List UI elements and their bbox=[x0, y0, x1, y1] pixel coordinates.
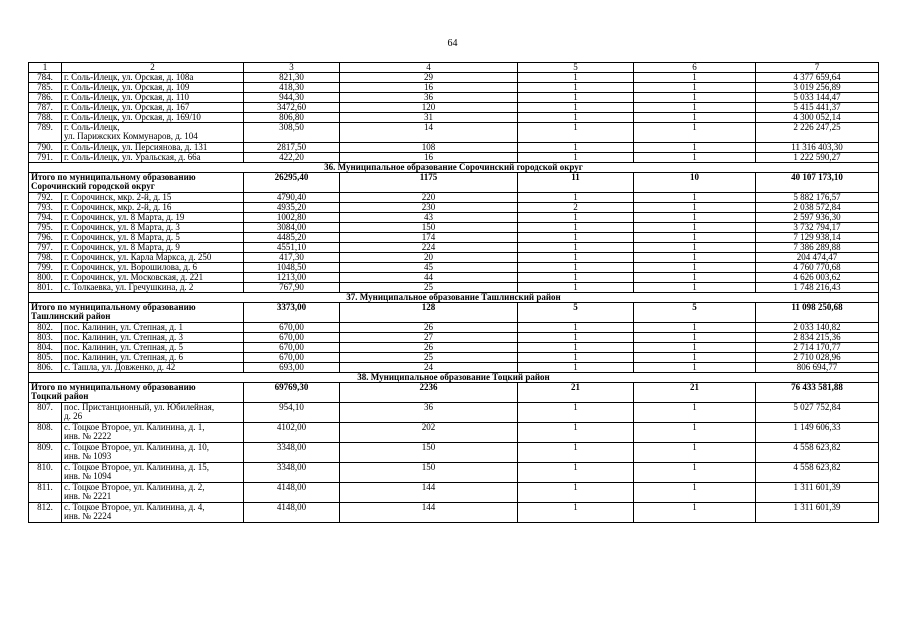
address-cell: г. Соль-Илецк, ул. Орская, д. 167 bbox=[62, 103, 244, 113]
cost-cell: 2 597 936,30 bbox=[756, 213, 879, 223]
table-row bbox=[29, 213, 879, 223]
residents-cell: 150 bbox=[340, 463, 518, 483]
col-6-cell: 1 bbox=[634, 213, 756, 223]
page-number: 64 bbox=[447, 38, 458, 49]
area-cell: 4102,00 bbox=[244, 423, 340, 443]
total-residents: 2236 bbox=[340, 383, 518, 403]
cost-cell: 1 311 601,39 bbox=[756, 503, 879, 523]
table-row bbox=[29, 153, 879, 163]
col-5-cell: 1 bbox=[518, 233, 634, 243]
cost-cell: 2 834 215,36 bbox=[756, 333, 879, 343]
row-number: 785. bbox=[29, 83, 62, 93]
row-number: 789. bbox=[29, 123, 62, 143]
col-6-cell: 1 bbox=[634, 263, 756, 273]
row-number: 790. bbox=[29, 143, 62, 153]
row-number: 810. bbox=[29, 463, 62, 483]
col-6-cell: 1 bbox=[634, 193, 756, 203]
col-6-cell: 1 bbox=[634, 273, 756, 283]
residents-cell: 202 bbox=[340, 423, 518, 443]
table-row bbox=[29, 353, 879, 363]
cost-cell: 806 694,77 bbox=[756, 363, 879, 373]
col-5-cell: 1 bbox=[518, 213, 634, 223]
row-number: 812. bbox=[29, 503, 62, 523]
col-6-cell: 1 bbox=[634, 443, 756, 463]
cost-cell: 4 558 623,82 bbox=[756, 443, 879, 463]
cost-cell: 2 033 140,82 bbox=[756, 323, 879, 333]
col-5-cell: 2 bbox=[518, 203, 634, 213]
address-cell: с. Тоцкое Второе, ул. Калинина, д. 4, инв. № 2224 bbox=[62, 503, 244, 523]
address-cell: г. Сорочинск, мкр. 2-й, д. 15 bbox=[62, 193, 244, 203]
cost-cell: 7 386 289,88 bbox=[756, 243, 879, 253]
residents-cell: 36 bbox=[340, 93, 518, 103]
col-6-cell: 1 bbox=[634, 283, 756, 293]
col-5-cell: 1 bbox=[518, 103, 634, 113]
area-cell: 4935,20 bbox=[244, 203, 340, 213]
cost-cell: 2 714 170,77 bbox=[756, 343, 879, 353]
row-number: 809. bbox=[29, 443, 62, 463]
residents-cell: 24 bbox=[340, 363, 518, 373]
row-number: 784. bbox=[29, 73, 62, 83]
area-cell: 308,50 bbox=[244, 123, 340, 143]
col-6-cell: 1 bbox=[634, 123, 756, 143]
col-6-cell: 1 bbox=[634, 323, 756, 333]
col-5-cell: 1 bbox=[518, 503, 634, 523]
address-cell: г. Соль-Илецк, ул. Уральская, д. 66а bbox=[62, 153, 244, 163]
area-cell: 670,00 bbox=[244, 323, 340, 333]
address-cell: с. Тоцкое Второе, ул. Калинина, д. 1, инв. № 2222 bbox=[62, 423, 244, 443]
row-number: 806. bbox=[29, 363, 62, 373]
area-cell: 821,30 bbox=[244, 73, 340, 83]
area-cell: 670,00 bbox=[244, 353, 340, 363]
area-cell: 767,90 bbox=[244, 283, 340, 293]
residents-cell: 220 bbox=[340, 193, 518, 203]
address-cell: пос. Калинин, ул. Степная, д. 1 bbox=[62, 323, 244, 333]
col-5-cell: 1 bbox=[518, 333, 634, 343]
table-row bbox=[29, 463, 879, 483]
cost-cell: 4 626 003,62 bbox=[756, 273, 879, 283]
table-row bbox=[29, 253, 879, 263]
table-row bbox=[29, 223, 879, 233]
col-6-cell: 1 bbox=[634, 253, 756, 263]
area-cell: 4485,20 bbox=[244, 233, 340, 243]
residents-cell: 108 bbox=[340, 143, 518, 153]
total-residents: 1175 bbox=[340, 173, 518, 193]
header-col-4: 4 bbox=[340, 63, 518, 73]
row-number: 794. bbox=[29, 213, 62, 223]
header-col-5: 5 bbox=[518, 63, 634, 73]
area-cell: 806,80 bbox=[244, 113, 340, 123]
row-number: 807. bbox=[29, 403, 62, 423]
residents-cell: 150 bbox=[340, 223, 518, 233]
row-number: 801. bbox=[29, 283, 62, 293]
section-title: 38. Муниципальное образование Тоцкий район bbox=[29, 373, 879, 383]
area-cell: 693,00 bbox=[244, 363, 340, 373]
address-cell: г. Сорочинск, мкр. 2-й, д. 16 bbox=[62, 203, 244, 213]
area-cell: 4551,10 bbox=[244, 243, 340, 253]
area-cell: 944,30 bbox=[244, 93, 340, 103]
address-cell: пос. Пристанционный, ул. Юбилейная, д. 26 bbox=[62, 403, 244, 423]
col-5-cell: 1 bbox=[518, 93, 634, 103]
area-cell: 418,30 bbox=[244, 83, 340, 93]
col-5-cell: 1 bbox=[518, 223, 634, 233]
col-6-cell: 1 bbox=[634, 243, 756, 253]
col-6-cell: 1 bbox=[634, 153, 756, 163]
residents-cell: 25 bbox=[340, 283, 518, 293]
row-number: 796. bbox=[29, 233, 62, 243]
address-cell: пос. Калинин, ул. Степная, д. 6 bbox=[62, 353, 244, 363]
row-number: 800. bbox=[29, 273, 62, 283]
table-row bbox=[29, 283, 879, 293]
cost-cell: 5 027 752,84 bbox=[756, 403, 879, 423]
total-col-5: 21 bbox=[518, 383, 634, 403]
col-6-cell: 1 bbox=[634, 113, 756, 123]
table-row bbox=[29, 403, 879, 423]
col-5-cell: 1 bbox=[518, 283, 634, 293]
col-5-cell: 1 bbox=[518, 363, 634, 373]
residents-cell: 31 bbox=[340, 113, 518, 123]
residents-cell: 45 bbox=[340, 263, 518, 273]
address-cell: с. Тоцкое Второе, ул. Калинина, д. 2, инв. № 2221 bbox=[62, 483, 244, 503]
row-number: 795. bbox=[29, 223, 62, 233]
residents-cell: 144 bbox=[340, 483, 518, 503]
address-cell: г. Соль-Илецк, ул. Орская, д. 108а bbox=[62, 73, 244, 83]
area-cell: 4148,00 bbox=[244, 503, 340, 523]
row-number: 786. bbox=[29, 93, 62, 103]
total-label: Итого по муниципальному образованию Сорочинский городской округ bbox=[29, 173, 244, 193]
residents-cell: 43 bbox=[340, 213, 518, 223]
total-row bbox=[29, 173, 879, 193]
residents-cell: 174 bbox=[340, 233, 518, 243]
header-col-3: 3 bbox=[244, 63, 340, 73]
cost-cell: 1 222 590,27 bbox=[756, 153, 879, 163]
area-cell: 3348,00 bbox=[244, 443, 340, 463]
col-5-cell: 1 bbox=[518, 403, 634, 423]
residents-cell: 27 bbox=[340, 333, 518, 343]
table-row bbox=[29, 93, 879, 103]
row-number: 798. bbox=[29, 253, 62, 263]
total-area: 26295,40 bbox=[244, 173, 340, 193]
row-number: 799. bbox=[29, 263, 62, 273]
residents-cell: 120 bbox=[340, 103, 518, 113]
cost-cell: 2 038 572,84 bbox=[756, 203, 879, 213]
residents-cell: 14 bbox=[340, 123, 518, 143]
residents-cell: 29 bbox=[340, 73, 518, 83]
total-col-6: 21 bbox=[634, 383, 756, 403]
area-cell: 1048,50 bbox=[244, 263, 340, 273]
col-6-cell: 1 bbox=[634, 233, 756, 243]
total-cost: 76 433 581,88 bbox=[756, 383, 879, 403]
cost-cell: 2 226 247,25 bbox=[756, 123, 879, 143]
address-cell: пос. Калинин, ул. Степная, д. 5 bbox=[62, 343, 244, 353]
cost-cell: 3 019 256,89 bbox=[756, 83, 879, 93]
col-5-cell: 1 bbox=[518, 113, 634, 123]
table-row bbox=[29, 273, 879, 283]
address-cell: г. Соль-Илецк, ул. Орская, д. 169/10 bbox=[62, 113, 244, 123]
residents-cell: 224 bbox=[340, 243, 518, 253]
col-5-cell: 1 bbox=[518, 443, 634, 463]
row-number: 788. bbox=[29, 113, 62, 123]
col-5-cell: 1 bbox=[518, 343, 634, 353]
table-row bbox=[29, 233, 879, 243]
cost-cell: 11 316 403,30 bbox=[756, 143, 879, 153]
area-cell: 670,00 bbox=[244, 333, 340, 343]
cost-cell: 3 732 794,17 bbox=[756, 223, 879, 233]
row-number: 793. bbox=[29, 203, 62, 213]
table-row bbox=[29, 343, 879, 353]
table-row bbox=[29, 263, 879, 273]
section-title: 36. Муниципальное образование Сорочинский городской округ bbox=[29, 163, 879, 173]
header-col-7: 7 bbox=[756, 63, 879, 73]
cost-cell: 4 760 770,68 bbox=[756, 263, 879, 273]
area-cell: 422,20 bbox=[244, 153, 340, 163]
col-6-cell: 1 bbox=[634, 203, 756, 213]
column-number-header-row bbox=[29, 63, 879, 73]
col-5-cell: 1 bbox=[518, 323, 634, 333]
cost-cell: 5 033 144,47 bbox=[756, 93, 879, 103]
area-cell: 1213,00 bbox=[244, 273, 340, 283]
col-5-cell: 1 bbox=[518, 243, 634, 253]
area-cell: 954,10 bbox=[244, 403, 340, 423]
col-5-cell: 1 bbox=[518, 463, 634, 483]
table-row bbox=[29, 423, 879, 443]
col-5-cell: 1 bbox=[518, 273, 634, 283]
table-row bbox=[29, 73, 879, 83]
cost-cell: 2 710 028,96 bbox=[756, 353, 879, 363]
col-5-cell: 1 bbox=[518, 253, 634, 263]
total-col-6: 5 bbox=[634, 303, 756, 323]
row-number: 802. bbox=[29, 323, 62, 333]
row-number: 787. bbox=[29, 103, 62, 113]
col-6-cell: 1 bbox=[634, 93, 756, 103]
col-5-cell: 1 bbox=[518, 73, 634, 83]
total-col-5: 5 bbox=[518, 303, 634, 323]
area-cell: 670,00 bbox=[244, 343, 340, 353]
residents-cell: 230 bbox=[340, 203, 518, 213]
col-5-cell: 1 bbox=[518, 353, 634, 363]
col-5-cell: 1 bbox=[518, 83, 634, 93]
row-number: 803. bbox=[29, 333, 62, 343]
area-cell: 3348,00 bbox=[244, 463, 340, 483]
row-number: 797. bbox=[29, 243, 62, 253]
col-6-cell: 1 bbox=[634, 463, 756, 483]
cost-cell: 1 748 216,43 bbox=[756, 283, 879, 293]
residents-cell: 16 bbox=[340, 153, 518, 163]
total-row bbox=[29, 303, 879, 323]
header-col-6: 6 bbox=[634, 63, 756, 73]
header-col-1: 1 bbox=[29, 63, 62, 73]
col-6-cell: 1 bbox=[634, 483, 756, 503]
area-cell: 4148,00 bbox=[244, 483, 340, 503]
address-cell: с. Толкаевка, ул. Гречушкина, д. 2 bbox=[62, 283, 244, 293]
area-cell: 2817,50 bbox=[244, 143, 340, 153]
col-6-cell: 1 bbox=[634, 83, 756, 93]
address-cell: г. Соль-Илецк, ул. Парижских Коммунаров, д. 104 bbox=[62, 123, 244, 143]
area-cell: 417,30 bbox=[244, 253, 340, 263]
section-heading-row bbox=[29, 293, 879, 303]
table-row bbox=[29, 323, 879, 333]
address-cell: с. Ташла, ул. Довженко, д. 42 bbox=[62, 363, 244, 373]
residents-cell: 25 bbox=[340, 353, 518, 363]
cost-cell: 4 300 052,14 bbox=[756, 113, 879, 123]
col-6-cell: 1 bbox=[634, 353, 756, 363]
residents-cell: 150 bbox=[340, 443, 518, 463]
total-area: 3373,00 bbox=[244, 303, 340, 323]
address-cell: г. Соль-Илецк, ул. Персиянова, д. 131 bbox=[62, 143, 244, 153]
table-row bbox=[29, 83, 879, 93]
cost-cell: 1 149 606,33 bbox=[756, 423, 879, 443]
table-row bbox=[29, 443, 879, 463]
cost-cell: 7 129 938,14 bbox=[756, 233, 879, 243]
section-heading-row bbox=[29, 163, 879, 173]
table-row bbox=[29, 243, 879, 253]
col-5-cell: 1 bbox=[518, 153, 634, 163]
col-5-cell: 1 bbox=[518, 193, 634, 203]
address-cell: г. Соль-Илецк, ул. Орская, д. 109 bbox=[62, 83, 244, 93]
table-row bbox=[29, 333, 879, 343]
cost-cell: 4 558 623,82 bbox=[756, 463, 879, 483]
address-cell: г. Сорочинск, ул. 8 Марта, д. 3 bbox=[62, 223, 244, 233]
total-area: 69769,30 bbox=[244, 383, 340, 403]
residents-cell: 144 bbox=[340, 503, 518, 523]
total-col-5: 11 bbox=[518, 173, 634, 193]
col-6-cell: 1 bbox=[634, 343, 756, 353]
total-residents: 128 bbox=[340, 303, 518, 323]
total-cost: 11 098 250,68 bbox=[756, 303, 879, 323]
row-number: 791. bbox=[29, 153, 62, 163]
col-6-cell: 1 bbox=[634, 403, 756, 423]
area-cell: 4790,40 bbox=[244, 193, 340, 203]
residents-cell: 26 bbox=[340, 343, 518, 353]
housing-register-table bbox=[28, 62, 879, 523]
cost-cell: 5 415 441,37 bbox=[756, 103, 879, 113]
address-cell: г. Сорочинск, ул. 8 Марта, д. 19 bbox=[62, 213, 244, 223]
residents-cell: 20 bbox=[340, 253, 518, 263]
table-row bbox=[29, 103, 879, 113]
total-col-6: 10 bbox=[634, 173, 756, 193]
address-cell: г. Сорочинск, ул. 8 Марта, д. 5 bbox=[62, 233, 244, 243]
col-6-cell: 1 bbox=[634, 363, 756, 373]
total-label: Итого по муниципальному образованию Ташлинский район bbox=[29, 303, 244, 323]
address-cell: г. Сорочинск, ул. Московская, д. 221 bbox=[62, 273, 244, 283]
area-cell: 3084,00 bbox=[244, 223, 340, 233]
table-row bbox=[29, 193, 879, 203]
row-number: 804. bbox=[29, 343, 62, 353]
col-6-cell: 1 bbox=[634, 333, 756, 343]
table-row bbox=[29, 113, 879, 123]
table-row bbox=[29, 203, 879, 213]
row-number: 792. bbox=[29, 193, 62, 203]
table-row bbox=[29, 503, 879, 523]
col-5-cell: 1 bbox=[518, 263, 634, 273]
area-cell: 1002,80 bbox=[244, 213, 340, 223]
address-cell: с. Тоцкое Второе, ул. Калинина, д. 10, инв. № 1093 bbox=[62, 443, 244, 463]
address-cell: г. Соль-Илецк, ул. Орская, д. 110 bbox=[62, 93, 244, 103]
address-cell: г. Сорочинск, ул. Ворошилова, д. 6 bbox=[62, 263, 244, 273]
cost-cell: 204 474,47 bbox=[756, 253, 879, 263]
col-5-cell: 1 bbox=[518, 143, 634, 153]
table-row bbox=[29, 483, 879, 503]
cost-cell: 5 882 176,57 bbox=[756, 193, 879, 203]
total-row bbox=[29, 383, 879, 403]
col-6-cell: 1 bbox=[634, 223, 756, 233]
row-number: 811. bbox=[29, 483, 62, 503]
address-cell: г. Сорочинск, ул. 8 Марта, д. 9 bbox=[62, 243, 244, 253]
col-6-cell: 1 bbox=[634, 73, 756, 83]
col-6-cell: 1 bbox=[634, 143, 756, 153]
col-5-cell: 1 bbox=[518, 123, 634, 143]
address-cell: г. Сорочинск, ул. Карла Маркса, д. 250 bbox=[62, 253, 244, 263]
total-label: Итого по муниципальному образованию Тоцкий район bbox=[29, 383, 244, 403]
address-cell: пос. Калинин, ул. Степная, д. 3 bbox=[62, 333, 244, 343]
col-5-cell: 1 bbox=[518, 483, 634, 503]
col-6-cell: 1 bbox=[634, 103, 756, 113]
row-number: 808. bbox=[29, 423, 62, 443]
area-cell: 3472,60 bbox=[244, 103, 340, 113]
col-6-cell: 1 bbox=[634, 423, 756, 443]
cost-cell: 4 377 659,64 bbox=[756, 73, 879, 83]
section-heading-row bbox=[29, 373, 879, 383]
table-row bbox=[29, 363, 879, 373]
table-row bbox=[29, 143, 879, 153]
cost-cell: 1 311 601,39 bbox=[756, 483, 879, 503]
residents-cell: 16 bbox=[340, 83, 518, 93]
residents-cell: 26 bbox=[340, 323, 518, 333]
residents-cell: 44 bbox=[340, 273, 518, 283]
col-6-cell: 1 bbox=[634, 503, 756, 523]
residents-cell: 36 bbox=[340, 403, 518, 423]
table-row bbox=[29, 123, 879, 143]
total-cost: 40 107 173,10 bbox=[756, 173, 879, 193]
header-col-2: 2 bbox=[62, 63, 244, 73]
address-cell: с. Тоцкое Второе, ул. Калинина, д. 15, инв. № 1094 bbox=[62, 463, 244, 483]
col-5-cell: 1 bbox=[518, 423, 634, 443]
row-number: 805. bbox=[29, 353, 62, 363]
section-title: 37. Муниципальное образование Ташлинский район bbox=[29, 293, 879, 303]
